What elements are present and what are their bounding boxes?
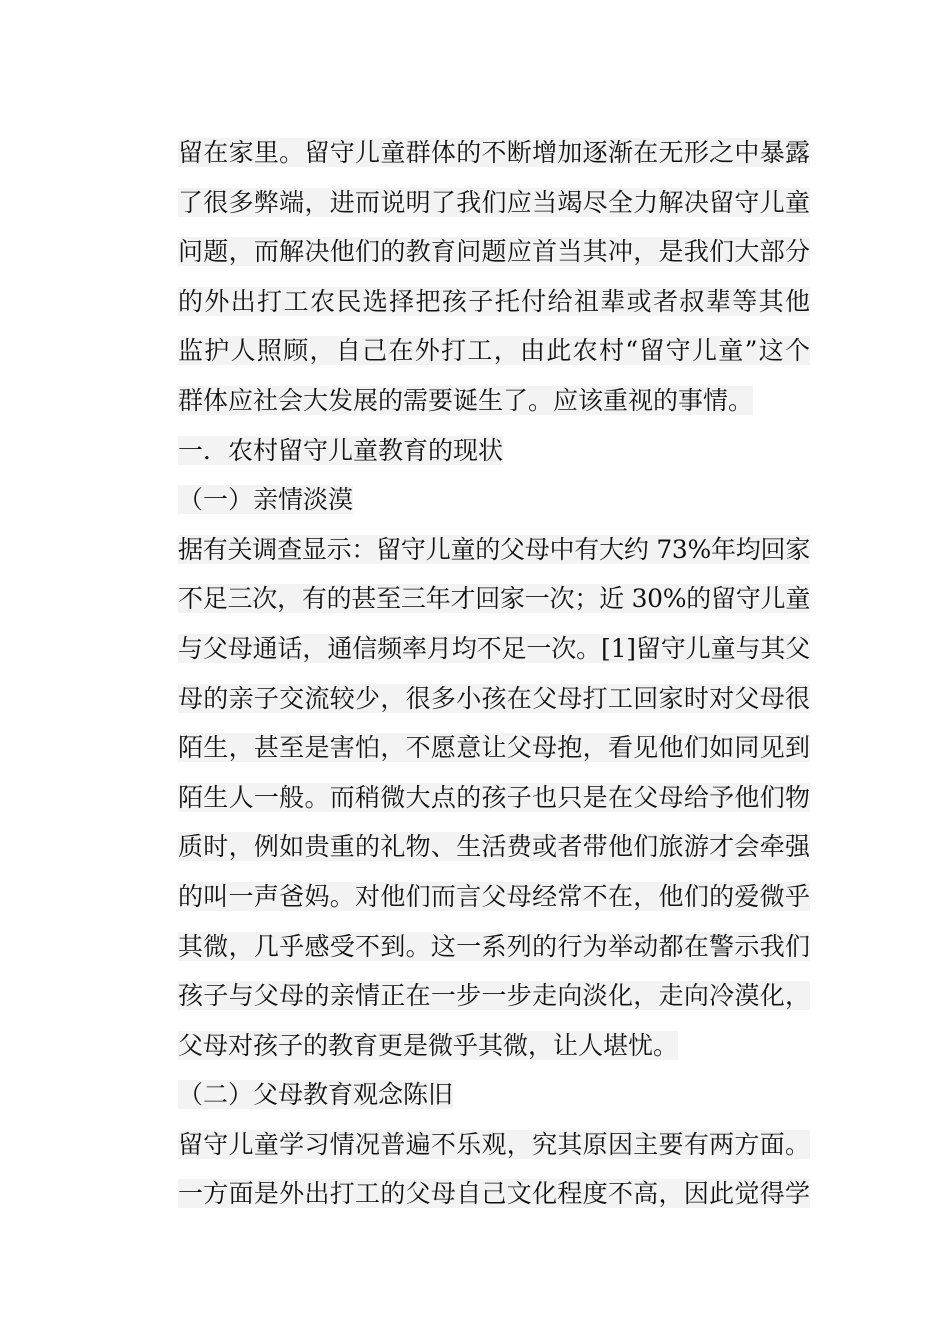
text-line-content: 父母对孩子的教育更是微乎其微，让人堪忧。 <box>178 1030 679 1060</box>
text-line-content: 不足三次，有的甚至三年才回家一次；近 30%的留守儿童 <box>178 584 810 614</box>
text-line-content: 群体应社会大发展的需要诞生了。应该重视的事情。 <box>178 385 754 415</box>
text-line <box>178 1120 810 1170</box>
text-line <box>178 525 810 575</box>
section-heading <box>178 426 810 476</box>
subsection-heading <box>178 1070 810 1120</box>
subsection-heading-text: （一）亲情淡漠 <box>178 485 354 515</box>
text-line-content: 母的亲子交流较少，很多小孩在父母打工回家时对父母很 <box>178 683 810 713</box>
text-line-content: 问题，而解决他们的教育问题应首当其冲，是我们大部分 <box>178 237 810 267</box>
text-line <box>178 971 810 1021</box>
text-line-content: 据有关调查显示：留守儿童的父母中有大约 73%年均回家 <box>178 534 810 564</box>
document-body <box>178 128 810 1219</box>
text-line <box>178 1021 810 1071</box>
text-line <box>178 227 810 277</box>
text-line <box>178 128 810 178</box>
section-heading-text: 一．农村留守儿童教育的现状 <box>178 435 504 465</box>
text-line-content: 质时，例如贵重的礼物、生活费或者带他们旅游才会牵强 <box>178 832 810 862</box>
text-line <box>178 376 810 426</box>
text-line-content: 与父母通话，通信频率月均不足一次。[1]留守儿童与其父 <box>178 633 810 663</box>
text-line <box>178 574 810 624</box>
text-line <box>178 178 810 228</box>
text-line-content: 了很多弊端，进而说明了我们应当竭尽全力解决留守儿童 <box>178 187 810 217</box>
text-line-content: 留守儿童学习情况普遍不乐观，究其原因主要有两方面。 <box>178 1129 810 1159</box>
text-line-content: 监护人照顾，自己在外打工，由此农村“留守儿童”这个 <box>178 336 810 366</box>
text-line <box>178 674 810 724</box>
text-line-content: 一方面是外出打工的父母自己文化程度不高，因此觉得学 <box>178 1179 810 1209</box>
text-line <box>178 773 810 823</box>
subsection-heading <box>178 475 810 525</box>
subsection-heading-text: （二）父母教育观念陈旧 <box>178 1080 454 1110</box>
text-line <box>178 723 810 773</box>
text-line-content: 陌生，甚至是害怕，不愿意让父母抱，看见他们如同见到 <box>178 733 810 763</box>
text-line-content: 其微，几乎感受不到。这一系列的行为举动都在警示我们 <box>178 931 810 961</box>
text-line-content: 陌生人一般。而稍微大点的孩子也只是在父母给予他们物 <box>178 782 810 812</box>
text-line-content: 的外出打工农民选择把孩子托付给祖辈或者叔辈等其他 <box>178 286 810 316</box>
text-line <box>178 922 810 972</box>
text-line-content: 留在家里。留守儿童群体的不断增加逐渐在无形之中暴露 <box>178 138 810 167</box>
text-line <box>178 277 810 327</box>
text-line <box>178 1169 810 1219</box>
text-line <box>178 624 810 674</box>
text-line <box>178 326 810 376</box>
text-line-content: 孩子与父母的亲情正在一步一步走向淡化，走向冷漠化， <box>178 981 810 1011</box>
text-line-content: 的叫一声爸妈。对他们而言父母经常不在，他们的爱微乎 <box>178 881 810 911</box>
text-line <box>178 872 810 922</box>
text-line <box>178 822 810 872</box>
